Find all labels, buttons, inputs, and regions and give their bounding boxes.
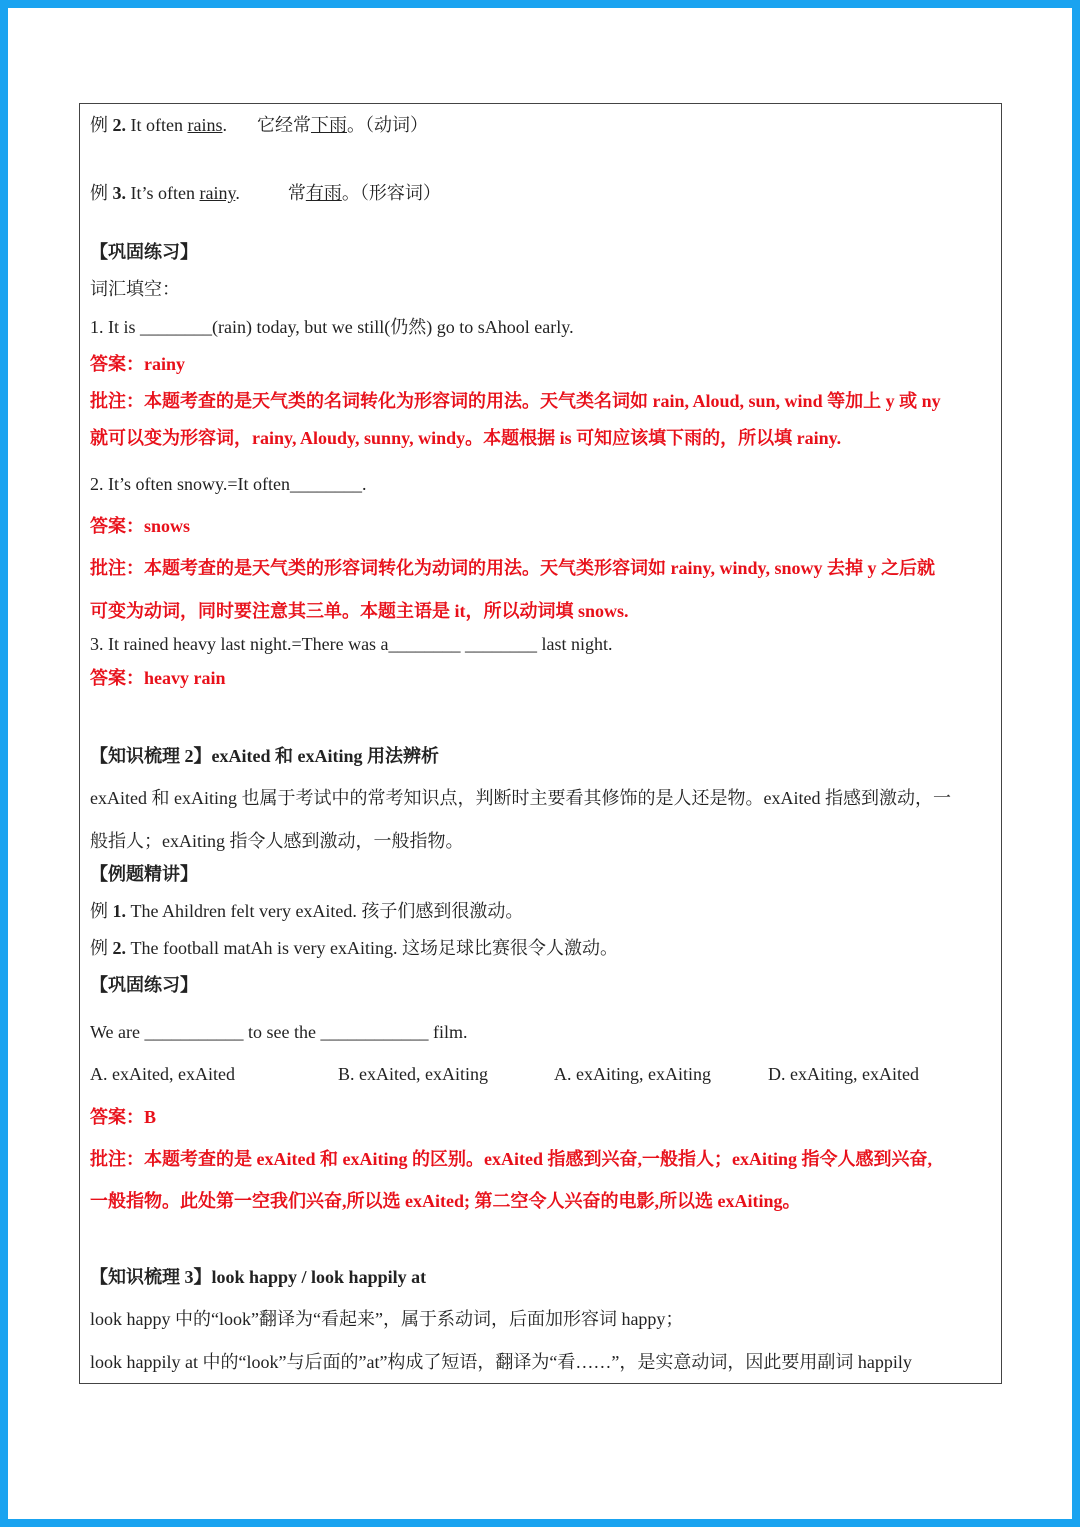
question-1: 1. It is ________(rain) today, but we still(仍然) go to sAhool early. bbox=[90, 317, 574, 337]
note-2-line-1: 批注：本题考查的是天气类的形容词转化为动词的用法。天气类形容词如 rainy, windy, snowy 去掉 y 之后就 bbox=[90, 558, 936, 578]
answer-1: 答案：rainy bbox=[90, 354, 186, 374]
knowledge-heading-2: 【知识梳理 2】exAited 和 exAiting 用法辨析 bbox=[90, 746, 439, 766]
option-d: D. exAiting, exAited bbox=[768, 1064, 919, 1084]
knowledge-heading-3: 【知识梳理 3】look happy / look happily at bbox=[90, 1267, 427, 1287]
answer-2: 答案：snows bbox=[90, 516, 191, 536]
practice-heading-1: 【巩固练习】 bbox=[90, 242, 198, 262]
question-3: 3. It rained heavy last night.=There was a________ ________ last night. bbox=[90, 634, 613, 654]
question-4: We are ___________ to see the ____________ film. bbox=[90, 1022, 468, 1042]
knowledge-3-line-1: look happy 中的“look”翻译为“看起来”，属于系动词，后面加形容词 happy； bbox=[90, 1309, 684, 1329]
note-4-line-1: 批注：本题考查的是 exAited 和 exAiting 的区别。exAited 指感到兴奋,一般指人；exAiting 指令人感到兴奋, bbox=[90, 1149, 932, 1169]
question-2: 2. It’s often snowy.=It often________. bbox=[90, 474, 367, 494]
knowledge-3-line-2: look happily at 中的“look”与后面的”at”构成了短语，翻译为“看……”，是实意动词，因此要用副词 happily bbox=[90, 1352, 912, 1372]
example-3-rainy-adj: 例 3. It’s often rainy. 常有雨。（形容词） bbox=[90, 183, 441, 203]
knowledge-2-line-1: exAited 和 exAiting 也属于考试中的常考知识点，判断时主要看其修饰的是人还是物。exAited 指感到激动，一 bbox=[90, 788, 951, 808]
option-c: A. exAiting, exAiting bbox=[554, 1064, 711, 1084]
option-b: B. exAited, exAiting bbox=[338, 1064, 488, 1084]
option-a: A. exAited, exAited bbox=[90, 1064, 235, 1084]
example-1-excited: 例 1. The Ahildren felt very exAited. 孩子们感到很激动。 bbox=[90, 901, 524, 921]
note-4-line-2: 一般指物。此处第一空我们兴奋,所以选 exAited; 第二空令人兴奋的电影,所以选 exAiting。 bbox=[90, 1191, 801, 1211]
example-2-exciting: 例 2. The football matAh is very exAiting. 这场足球比赛很令人激动。 bbox=[90, 938, 618, 958]
answer-3: 答案：heavy rain bbox=[90, 668, 226, 688]
note-2-line-2: 可变为动词，同时要注意其三单。本题主语是 it，所以动词填 snows. bbox=[90, 601, 629, 621]
vocab-fill-label: 词汇填空： bbox=[90, 279, 180, 299]
knowledge-2-line-2: 般指人；exAiting 指令人感到激动，一般指物。 bbox=[90, 831, 464, 851]
note-1-line-1: 批注：本题考查的是天气类的名词转化为形容词的用法。天气类名词如 rain, Aloud, sun, wind 等加上 y 或 ny bbox=[90, 391, 941, 411]
note-1-line-2: 就可以变为形容词，rainy, Aloudy, sunny, windy。本题根据 is 可知应该填下雨的，所以填 rainy. bbox=[90, 428, 842, 448]
example-2-rain-verb: 例 2. It often rains. 它经常下雨。（动词） bbox=[90, 115, 428, 135]
examples-heading: 【例题精讲】 bbox=[90, 864, 198, 884]
answer-4: 答案：B bbox=[90, 1107, 157, 1127]
practice-heading-2: 【巩固练习】 bbox=[90, 975, 198, 995]
